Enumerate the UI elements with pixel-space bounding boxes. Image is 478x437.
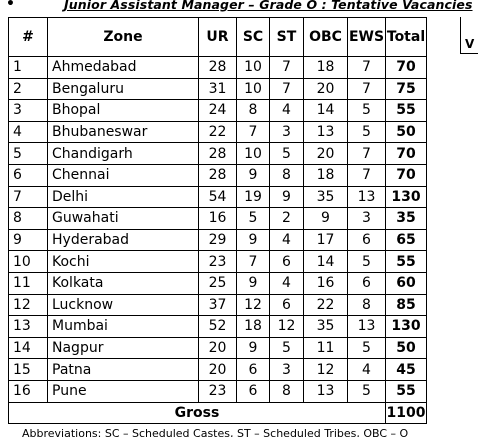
table-header-row	[9, 18, 427, 57]
cell-ur: 29	[199, 229, 237, 251]
header-ur: UR	[199, 18, 237, 57]
cell-sc: 18	[237, 316, 270, 338]
cell-zone: Chennai	[48, 164, 199, 186]
cell-ews: 13	[348, 186, 386, 208]
cell-total: 50	[386, 121, 427, 143]
cell-st: 6	[270, 251, 304, 273]
cell-obc: 17	[304, 229, 348, 251]
cell-idx: 1	[9, 57, 48, 79]
table-row	[9, 359, 427, 381]
cell-total: 70	[386, 143, 427, 165]
cell-ur: 28	[199, 164, 237, 186]
cell-obc: 35	[304, 186, 348, 208]
cell-zone: Kolkata	[48, 272, 199, 294]
cell-st: 3	[270, 359, 304, 381]
cell-ur: 25	[199, 272, 237, 294]
cell-idx: 7	[9, 186, 48, 208]
cell-ews: 7	[348, 164, 386, 186]
cell-st: 3	[270, 121, 304, 143]
gross-total: 1100	[386, 402, 427, 424]
cell-total: 70	[386, 57, 427, 79]
cell-ews: 7	[348, 78, 386, 100]
cell-total: 50	[386, 337, 427, 359]
cell-st: 5	[270, 143, 304, 165]
cell-ews: 8	[348, 294, 386, 316]
cell-st: 2	[270, 208, 304, 230]
cell-obc: 18	[304, 164, 348, 186]
cell-ur: 28	[199, 143, 237, 165]
header-obc: OBC	[304, 18, 348, 57]
cell-ur: 20	[199, 337, 237, 359]
cell-ews: 5	[348, 380, 386, 402]
cell-obc: 14	[304, 251, 348, 273]
cell-idx: 12	[9, 294, 48, 316]
cell-ur: 31	[199, 78, 237, 100]
cell-ews: 3	[348, 208, 386, 230]
cell-obc: 13	[304, 380, 348, 402]
cell-ews: 5	[348, 121, 386, 143]
cell-total: 85	[386, 294, 427, 316]
cell-total: 55	[386, 380, 427, 402]
cell-zone: Guwahati	[48, 208, 199, 230]
cell-obc: 11	[304, 337, 348, 359]
cell-total: 55	[386, 100, 427, 122]
cell-zone: Lucknow	[48, 294, 199, 316]
cell-obc: 20	[304, 143, 348, 165]
header-zone: Zone	[48, 18, 199, 57]
cell-obc: 16	[304, 272, 348, 294]
table-row	[9, 57, 427, 79]
table-row	[9, 294, 427, 316]
cell-ews: 4	[348, 359, 386, 381]
header-index: #	[9, 18, 48, 57]
cell-idx: 14	[9, 337, 48, 359]
cell-st: 8	[270, 380, 304, 402]
section-heading	[0, 0, 478, 14]
cell-ews: 13	[348, 316, 386, 338]
cell-sc: 12	[237, 294, 270, 316]
cell-zone: Bhopal	[48, 100, 199, 122]
cell-idx: 8	[9, 208, 48, 230]
cell-zone: Ahmedabad	[48, 57, 199, 79]
table-row	[9, 229, 427, 251]
cell-sc: 7	[237, 121, 270, 143]
cell-zone: Kochi	[48, 251, 199, 273]
cell-ews: 6	[348, 229, 386, 251]
cell-total: 60	[386, 272, 427, 294]
cell-sc: 9	[237, 337, 270, 359]
cell-ur: 28	[199, 57, 237, 79]
cell-total: 65	[386, 229, 427, 251]
cell-idx: 2	[9, 78, 48, 100]
cell-st: 7	[270, 78, 304, 100]
vacancies-table	[8, 17, 427, 424]
cell-ews: 5	[348, 251, 386, 273]
cell-ur: 24	[199, 100, 237, 122]
cell-idx: 4	[9, 121, 48, 143]
cell-ur: 22	[199, 121, 237, 143]
cell-sc: 9	[237, 272, 270, 294]
gross-row	[9, 402, 427, 424]
cell-ur: 16	[199, 208, 237, 230]
cell-zone: Bengaluru	[48, 78, 199, 100]
cell-sc: 6	[237, 359, 270, 381]
heading-title: Junior Assistant Manager – Grade O : Tentative Vacancies	[64, 0, 473, 12]
cell-st: 4	[270, 229, 304, 251]
cell-idx: 11	[9, 272, 48, 294]
header-st: ST	[270, 18, 304, 57]
cell-zone: Bhubaneswar	[48, 121, 199, 143]
table-row	[9, 78, 427, 100]
cell-zone: Patna	[48, 359, 199, 381]
cell-idx: 15	[9, 359, 48, 381]
cell-sc: 10	[237, 57, 270, 79]
cell-zone: Delhi	[48, 186, 199, 208]
cell-st: 7	[270, 57, 304, 79]
cell-idx: 6	[9, 164, 48, 186]
cell-ur: 23	[199, 380, 237, 402]
cell-st: 5	[270, 337, 304, 359]
table-row	[9, 251, 427, 273]
cell-idx: 10	[9, 251, 48, 273]
cell-ur: 23	[199, 251, 237, 273]
table-row	[9, 164, 427, 186]
cell-sc: 9	[237, 229, 270, 251]
gross-label: Gross	[9, 402, 386, 424]
table-row	[9, 121, 427, 143]
table-row	[9, 380, 427, 402]
cell-obc: 13	[304, 121, 348, 143]
cell-total: 55	[386, 251, 427, 273]
cell-ews: 6	[348, 272, 386, 294]
header-sc: SC	[237, 18, 270, 57]
cell-obc: 18	[304, 57, 348, 79]
cell-sc: 10	[237, 143, 270, 165]
truncated-column-label: V	[465, 37, 475, 51]
cell-ur: 37	[199, 294, 237, 316]
cell-idx: 9	[9, 229, 48, 251]
cell-sc: 5	[237, 208, 270, 230]
cell-idx: 16	[9, 380, 48, 402]
table-row	[9, 186, 427, 208]
table-row	[9, 143, 427, 165]
cell-obc: 9	[304, 208, 348, 230]
cell-total: 130	[386, 186, 427, 208]
cell-obc: 12	[304, 359, 348, 381]
cell-st: 12	[270, 316, 304, 338]
cell-st: 4	[270, 272, 304, 294]
header-ews: EWS	[348, 18, 386, 57]
cell-total: 75	[386, 78, 427, 100]
cell-obc: 14	[304, 100, 348, 122]
cell-st: 4	[270, 100, 304, 122]
header-total: Total	[386, 18, 427, 57]
cell-ews: 7	[348, 57, 386, 79]
cell-ews: 5	[348, 337, 386, 359]
cell-ews: 7	[348, 143, 386, 165]
cell-sc: 6	[237, 380, 270, 402]
cell-ur: 52	[199, 316, 237, 338]
cell-ews: 5	[348, 100, 386, 122]
cell-total: 130	[386, 316, 427, 338]
cell-total: 45	[386, 359, 427, 381]
bullet-icon: •	[6, 0, 15, 12]
table-row	[9, 208, 427, 230]
cell-obc: 22	[304, 294, 348, 316]
abbreviations-footnote: Abbreviations: SC – Scheduled Castes, ST – Scheduled Tribes, OBC – O	[22, 427, 409, 437]
cell-idx: 3	[9, 100, 48, 122]
cell-idx: 5	[9, 143, 48, 165]
cell-obc: 20	[304, 78, 348, 100]
cell-obc: 35	[304, 316, 348, 338]
cell-zone: Mumbai	[48, 316, 199, 338]
truncated-next-column	[460, 17, 478, 54]
cell-st: 6	[270, 294, 304, 316]
cell-st: 9	[270, 186, 304, 208]
cell-zone: Chandigarh	[48, 143, 199, 165]
table-row	[9, 100, 427, 122]
cell-zone: Pune	[48, 380, 199, 402]
table-row	[9, 272, 427, 294]
cell-st: 8	[270, 164, 304, 186]
table-row	[9, 337, 427, 359]
cell-zone: Hyderabad	[48, 229, 199, 251]
cell-idx: 13	[9, 316, 48, 338]
cell-sc: 9	[237, 164, 270, 186]
cell-ur: 20	[199, 359, 237, 381]
cell-sc: 19	[237, 186, 270, 208]
cell-ur: 54	[199, 186, 237, 208]
cell-zone: Nagpur	[48, 337, 199, 359]
cell-sc: 10	[237, 78, 270, 100]
cell-sc: 8	[237, 100, 270, 122]
cell-sc: 7	[237, 251, 270, 273]
cell-total: 35	[386, 208, 427, 230]
cell-total: 70	[386, 164, 427, 186]
table-row	[9, 316, 427, 338]
